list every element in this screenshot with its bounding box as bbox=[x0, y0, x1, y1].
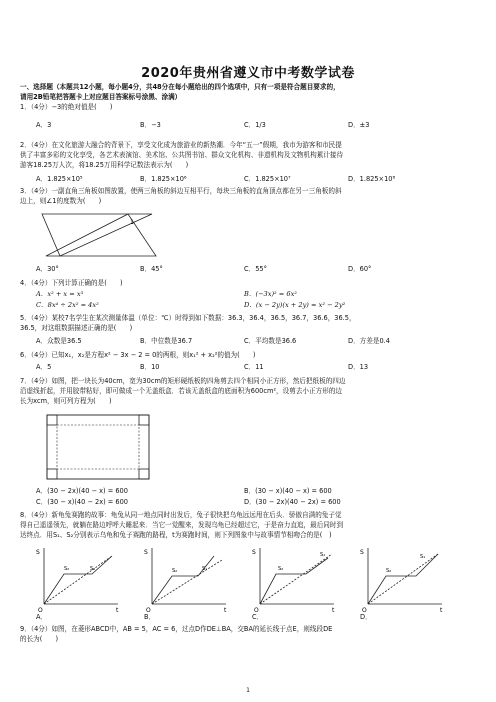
rabbit-line bbox=[152, 556, 214, 604]
q3-option-c: C．55° bbox=[244, 265, 267, 273]
q8-option-b: B． bbox=[144, 613, 156, 621]
q2-line-2: 供了丰富多彩的文化享受，各艺术表演馆、美术馆、公共图书馆、群众文化机构、非遗机构及文物机构累计接待 bbox=[20, 151, 344, 159]
q5-option-b: B．中位数是36.7 bbox=[140, 337, 193, 345]
triangle-lower bbox=[46, 214, 156, 256]
q2-line-3: 游客18.25万人次，将18.25万用科学记数法表示为( ) bbox=[20, 161, 189, 169]
t-axis-label: t bbox=[116, 607, 119, 614]
turtle-line bbox=[44, 556, 112, 604]
turtle-line bbox=[260, 554, 332, 604]
s1-label: S₁ bbox=[320, 552, 326, 558]
q5-option-a: A．众数是36.5 bbox=[36, 337, 82, 345]
q5-line-1: 5．（4分）某校7名学生在某次测量体温（单位：℃）时得到如下数据：36.3，36.4，36.5，36.7，36.6，36.5， bbox=[20, 314, 356, 322]
q1-option-d: D．±3 bbox=[348, 121, 370, 129]
q6-option-c: C．11 bbox=[244, 363, 264, 371]
q2-option-c: C．1.825×10⁷ bbox=[244, 175, 291, 183]
q8-option-c: C． bbox=[252, 613, 264, 621]
turtle-line bbox=[368, 554, 438, 604]
q2-option-b: B．1.825×10⁶ bbox=[140, 175, 187, 183]
q7-line-1: 7．（4分）如图，把一块长为40cm，宽为30cm的矩形硬纸板的四角剪去四个相同小正方形，然后把纸板的四边 bbox=[20, 377, 346, 385]
s-axis-label: S bbox=[252, 549, 256, 556]
q3-line-1: 3．（4分）一副直角三角板如图放置，使两三角板的斜边互相平行，每块三角板的直角顶点都在另一三角板的斜 bbox=[20, 187, 342, 195]
turtle-line bbox=[152, 560, 222, 604]
q4-option-d: D．(x − 2y)(x + 2y) = x² − 2y² bbox=[244, 301, 346, 309]
origin-label: O bbox=[146, 607, 151, 614]
q4-stem: 4．（4分）下列计算正确的是( ) bbox=[20, 279, 123, 287]
q3-option-d: D．60° bbox=[348, 265, 372, 273]
q8-option-d: D． bbox=[360, 613, 372, 621]
origin-label: O bbox=[254, 607, 259, 614]
graph-d bbox=[358, 544, 446, 614]
q7-option-c: C．(30 − x)(40 − 2x) = 600 bbox=[36, 498, 129, 506]
q8-line-2: 得自己遥遥领先，就躺在路边呼呼大睡起来．当它一觉醒来，发现乌龟已经超过它，于是奋力直追，最后同时到 bbox=[20, 521, 344, 529]
graph-a bbox=[34, 544, 122, 614]
graph-b bbox=[142, 544, 230, 614]
s-axis-label: S bbox=[36, 549, 40, 556]
section-header: 一、选择题（本题共12小题，每小题4分，共48分在每小题给出的四个选项中，只有一项是符合题目要求的， bbox=[20, 83, 340, 91]
q5-option-d: D．方差是0.4 bbox=[348, 337, 390, 345]
s1-label: S₁ bbox=[202, 566, 208, 572]
q6-option-a: A．5 bbox=[36, 363, 52, 371]
triangles-figure bbox=[40, 210, 160, 260]
q6-option-d: D．13 bbox=[348, 363, 369, 371]
q7-option-d: D．(30 − 2x)(40 − 2x) = 600 bbox=[244, 498, 341, 506]
page-number: 1 bbox=[246, 687, 250, 694]
page-title: 2020年贵州省遵义市中考数学试卷 bbox=[141, 66, 355, 81]
q3-option-a: A．30° bbox=[36, 265, 59, 273]
angle-1-label: 1 bbox=[130, 219, 134, 226]
s2-label: S₂ bbox=[278, 566, 284, 572]
origin-label: O bbox=[362, 607, 367, 614]
corner-square-bl bbox=[47, 469, 57, 479]
q4-option-c: C．8x⁴ ÷ 2x² = 4x² bbox=[36, 301, 99, 309]
s1-label: S₁ bbox=[420, 554, 426, 560]
q6-option-b: B．10 bbox=[140, 363, 160, 371]
q9-line-2: 的长为( ) bbox=[20, 635, 59, 643]
section-header-2: 请用2B铅笔把答题卡上对应题目答案标号涂黑、涂满） bbox=[20, 93, 182, 101]
corner-square-tl bbox=[47, 415, 57, 425]
q8-line-3: 达终点．用S₁、S₂分别表示乌龟和兔子赛跑的路程，t为赛跑时间，则下列图象中与故事情节相吻合的是( ) bbox=[20, 531, 332, 539]
s1-label: S₁ bbox=[90, 566, 96, 572]
q1-option-a: A．3 bbox=[36, 121, 52, 129]
q6-stem: 6．（4分）已知x₁，x₂是方程x² − 3x − 2 = 0的两根，则x₁² + x₂²的值为( ) bbox=[20, 351, 256, 359]
q2-option-a: A．1.825×10⁵ bbox=[36, 175, 83, 183]
t-axis-label: t bbox=[332, 607, 335, 614]
q7-option-b: B．(30 − x)(40 − x) = 600 bbox=[244, 487, 332, 495]
q2-line-1: 2．（4分）在文化旅游大融合的背景下，享受文化成为旅游业的新热潮．今年“五一”假期，我市为游客和市民提 bbox=[20, 141, 342, 149]
s-axis-label: S bbox=[360, 549, 364, 556]
s2-label: S₂ bbox=[172, 568, 178, 574]
t-axis-label: t bbox=[224, 607, 227, 614]
q7-line-2: 沿虚线折起，并用胶带粘好，即可做成一个无盖纸盒．若该无盖纸盒的底面积为600cm²，设剪去小正方形的边 bbox=[20, 387, 342, 395]
t-axis-label: t bbox=[440, 607, 443, 614]
q7-option-a: A．(30 − 2x)(40 − x) = 600 bbox=[36, 487, 128, 495]
q5-line-2: 36.5，对这组数据描述正确的是( ) bbox=[20, 324, 133, 332]
q2-option-d: D．1.825×10⁸ bbox=[348, 175, 396, 183]
cardboard-figure bbox=[46, 414, 150, 480]
q7-line-3: 长为xcm，则可列方程为( ) bbox=[20, 397, 112, 405]
q5-option-c: C．平均数是36.6 bbox=[244, 337, 297, 345]
q3-line-2: 边上，则∠1的度数为( ) bbox=[20, 197, 102, 205]
corner-square-br bbox=[139, 469, 149, 479]
s2-label: S₂ bbox=[386, 568, 392, 574]
s2-label: S₂ bbox=[64, 566, 70, 572]
graph-c bbox=[250, 544, 338, 614]
q4-option-a: A．x² + x = x³ bbox=[36, 290, 84, 298]
q9-line-1: 9．（4分）如图，在菱形ABCD中，AB = 5，AC = 6，过点D作DE⊥BA，交BA的延长线于点E，则线段DE bbox=[20, 625, 333, 633]
corner-square-tr bbox=[139, 415, 149, 425]
q8-option-a: A． bbox=[36, 613, 48, 621]
q1-option-c: C．1/3 bbox=[244, 121, 266, 129]
q3-option-b: B．45° bbox=[140, 265, 163, 273]
q4-option-b: B．(−3x)² = 6x² bbox=[244, 290, 297, 298]
q8-line-1: 8．（4分）新龟兔赛跑的故事：龟兔从同一地点同时出发后，兔子很快把乌龟远远甩在后头．骄傲自满的兔子觉 bbox=[20, 511, 342, 519]
origin-label: O bbox=[38, 607, 43, 614]
fold-line bbox=[57, 425, 139, 469]
q1-stem: 1．（4分）−3的绝对值是( ) bbox=[20, 103, 113, 111]
q1-option-b: B．−3 bbox=[140, 121, 161, 129]
cardboard-outline bbox=[47, 415, 149, 479]
s-axis-label: S bbox=[144, 549, 148, 556]
